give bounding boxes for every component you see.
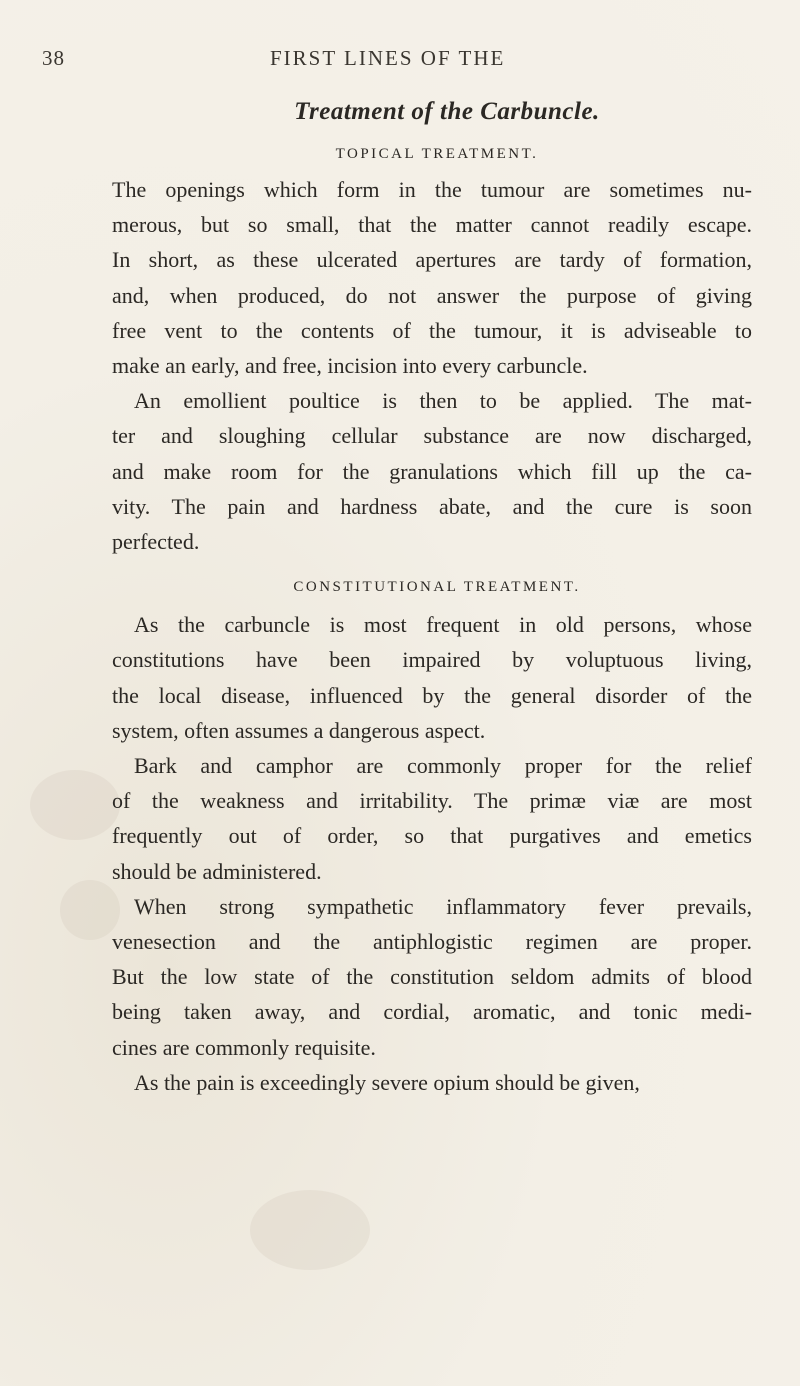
text-line: of the weakness and irritability. The primæ viæ are most <box>112 788 752 814</box>
text-line: An emollient poultice is then to be applied. The mat- <box>134 388 752 414</box>
text-line: the local disease, influenced by the general disorder of the <box>112 682 752 708</box>
text-line: free vent to the contents of the tumour, it is adviseable to <box>112 317 752 343</box>
section-title: Treatment of the Carbuncle. <box>294 98 600 125</box>
page-stain <box>60 880 120 940</box>
text-line: merous, but so small, that the matter cannot readily escape. <box>112 212 752 238</box>
text-line: The openings which form in the tumour are sometimes nu- <box>112 177 752 202</box>
text-line: Bark and camphor are commonly proper for the relief <box>134 753 752 779</box>
text-block <box>112 92 752 1100</box>
text-line: cines are commonly requisite. <box>112 1034 376 1060</box>
text-line: perfected. <box>112 529 200 555</box>
paragraph <box>112 1065 752 1100</box>
text-line: and make room for the granulations which fill up the ca- <box>112 458 752 484</box>
paragraph <box>112 172 752 383</box>
running-head <box>42 46 760 76</box>
text-line: In short, as these ulcerated apertures are tardy of formation, <box>112 247 752 273</box>
text-line: should be administered. <box>112 858 322 884</box>
topical-heading: TOPICAL TREATMENT. <box>335 146 539 162</box>
text-line: As the carbuncle is most frequent in old persons, whose <box>134 612 752 638</box>
paragraph <box>112 607 752 748</box>
page-number: 38 <box>42 46 65 70</box>
text-line: make an early, and free, incision into every carbuncle. <box>112 353 588 379</box>
text-line: ter and sloughing cellular substance are now discharged, <box>112 423 752 449</box>
page-stain <box>250 1190 370 1270</box>
text-line: venesection and the antiphlogistic regimen are proper. <box>112 929 752 955</box>
text-line: constitutions have been impaired by voluptuous living, <box>112 647 752 673</box>
text-line: frequently out of order, so that purgatives and emetics <box>112 823 752 849</box>
page-stain <box>30 770 120 840</box>
paragraph <box>112 748 752 889</box>
text-line: vity. The pain and hardness abate, and the cure is soon <box>112 493 752 519</box>
constitutional-heading: CONSTITUTIONAL TREATMENT. <box>293 579 581 596</box>
text-line: system, often assumes a dangerous aspect. <box>112 717 486 743</box>
text-line: being taken away, and cordial, aromatic, and tonic medi- <box>112 999 752 1025</box>
running-title: FIRST LINES OF THE <box>270 46 506 70</box>
text-line: But the low state of the constitution seldom admits of blood <box>112 964 752 990</box>
text-line: When strong sympathetic inflammatory fever prevails, <box>134 893 752 919</box>
paragraph <box>112 889 752 1065</box>
text-line: and, when produced, do not answer the purpose of giving <box>112 282 752 308</box>
paragraph <box>112 383 752 559</box>
text-line: As the pain is exceedingly severe opium should be given, <box>134 1069 640 1095</box>
